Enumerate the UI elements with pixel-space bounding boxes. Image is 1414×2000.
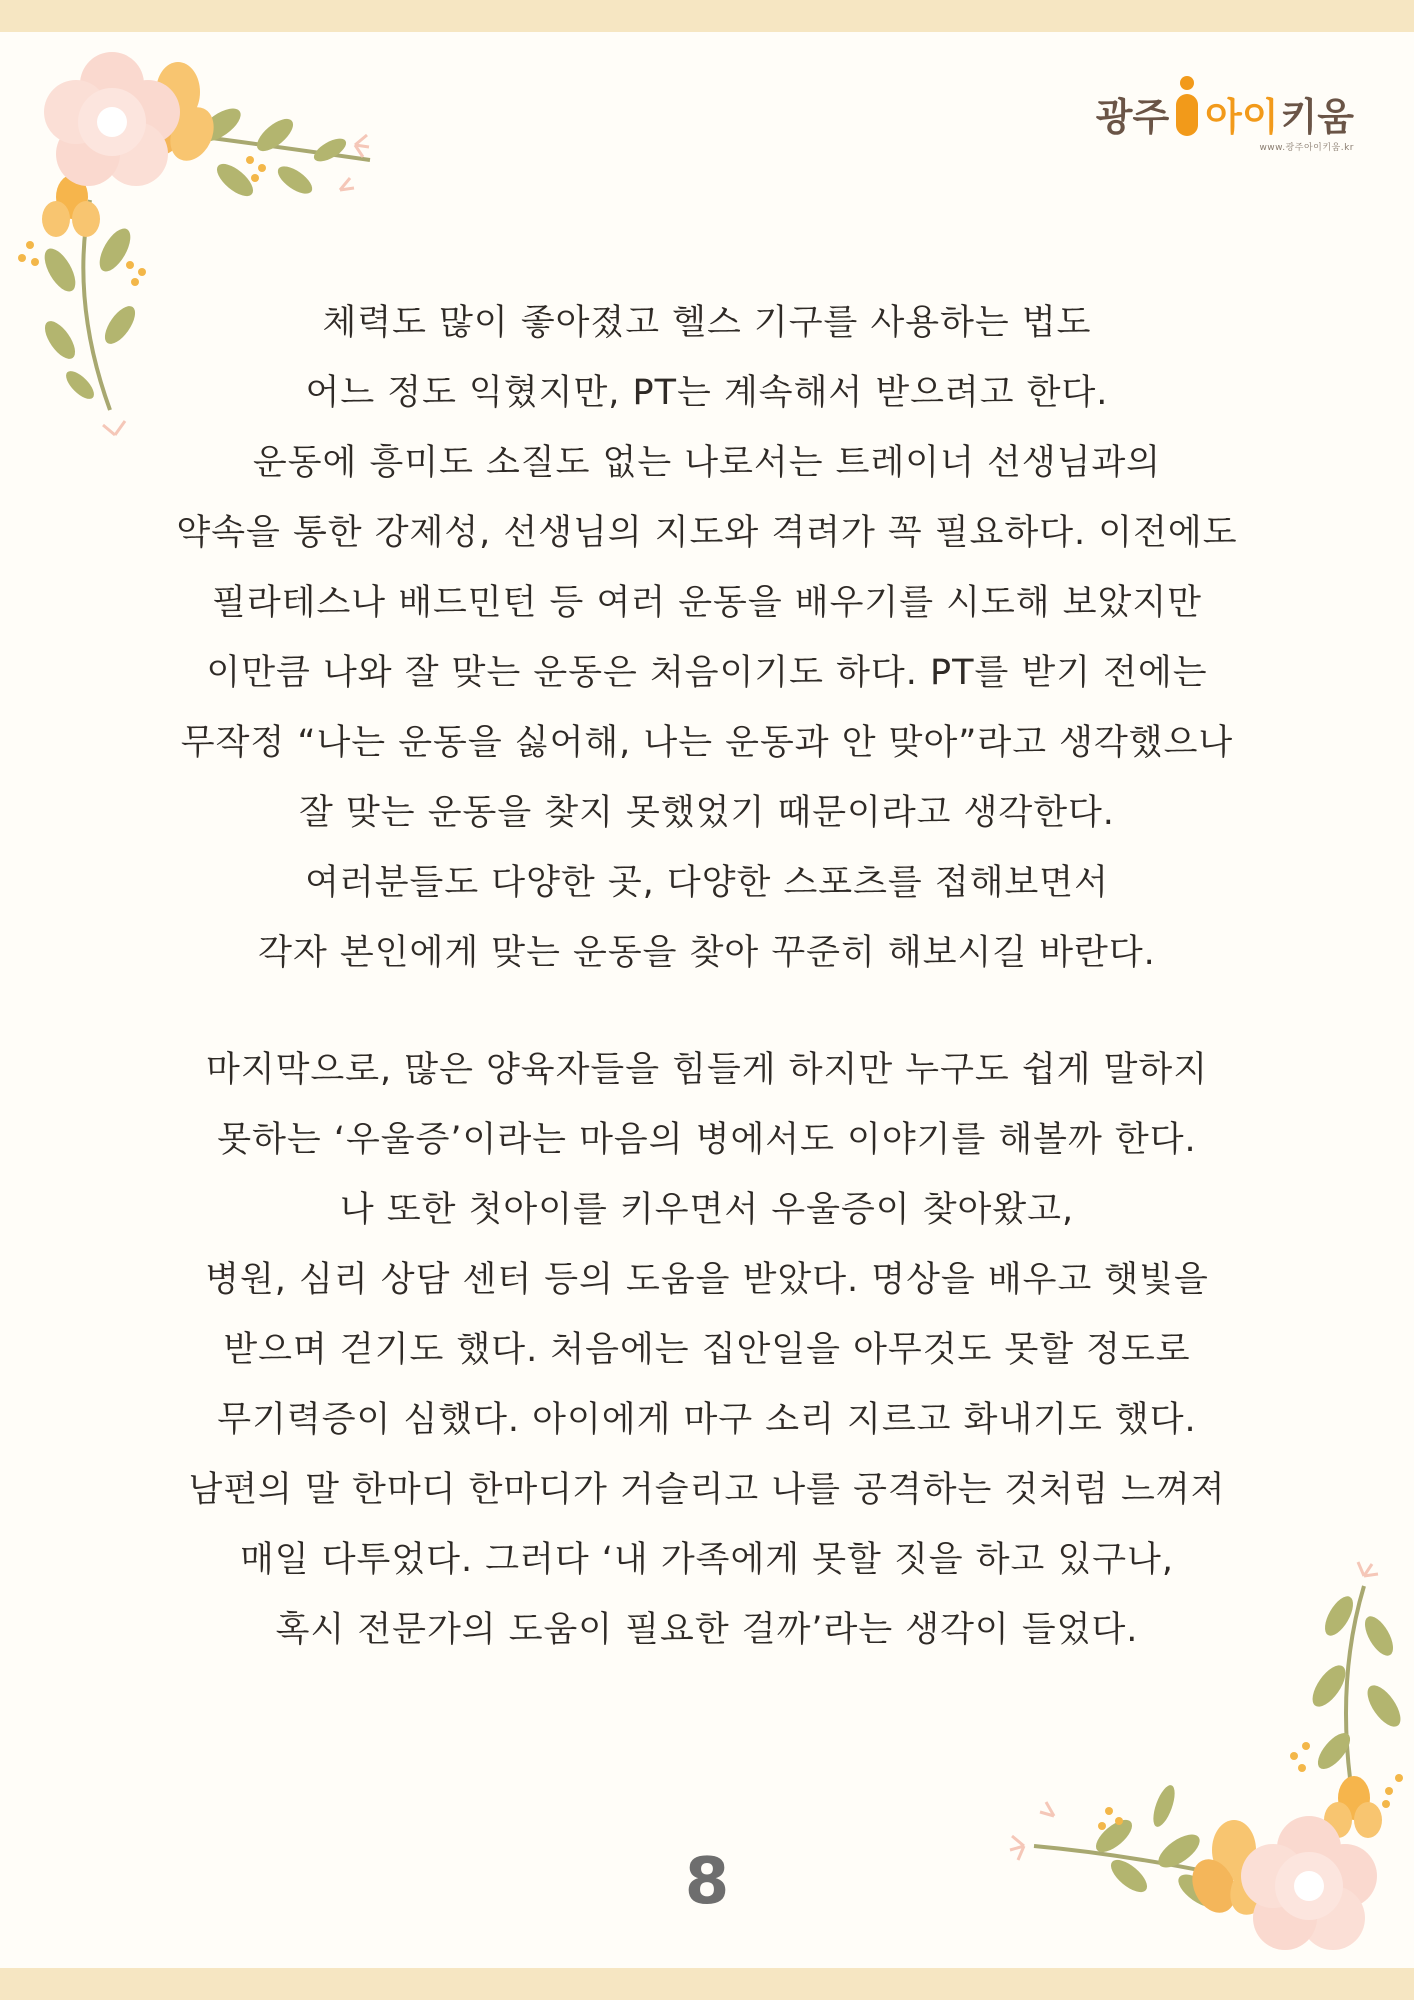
text-line: 각자 본인에게 맞는 운동을 찾아 꾸준히 해보시길 바란다. (258, 933, 1156, 973)
text-line: 운동에 흥미도 소질도 없는 나로서는 트레이너 선생님과의 (252, 443, 1162, 483)
logo-text-ai: 아이 (1205, 95, 1279, 139)
text-line: 어느 정도 익혔지만, PT는 계속해서 받으려고 한다. (305, 373, 1109, 413)
text-line: 병원, 심리 상담 센터 등의 도움을 받았다. 명상을 배우고 햇빛을 (205, 1260, 1209, 1300)
logo-text-kium: 키움 (1280, 95, 1354, 139)
text-line: 혹시 전문가의 도움이 필요한 걸까’라는 생각이 들었다. (275, 1610, 1139, 1650)
text-line: 못하는 ‘우울증’이라는 마음의 병에서도 이야기를 해볼까 한다. (217, 1120, 1197, 1160)
text-line: 이만큼 나와 잘 맞는 운동은 처음이기도 하다. PT를 받기 전에는 (206, 653, 1208, 693)
page-number: 8 (684, 1845, 730, 1919)
text-line: 필라테스나 배드민턴 등 여러 운동을 배우기를 시도해 보았지만 (212, 583, 1202, 623)
logo-person-icon (1174, 76, 1200, 136)
top-border-band (0, 0, 1414, 32)
text-line: 체력도 많이 좋아졌고 헬스 기구를 사용하는 법도 (322, 303, 1092, 343)
paragraph-1 (110, 288, 1304, 988)
text-line: 나 또한 첫아이를 키우면서 우울증이 찾아왔고, (339, 1190, 1075, 1230)
text-line: 여러분들도 다양한 곳, 다양한 스포츠를 접해보면서 (305, 863, 1109, 903)
logo (1094, 58, 1354, 168)
text-line: 남편의 말 한마디 한마디가 거슬리고 나를 공격하는 것처럼 느껴져 (188, 1470, 1226, 1510)
text-line: 무작정 “나는 운동을 싫어해, 나는 운동과 안 맞아”라고 생각했으나 (180, 723, 1234, 763)
text-line: 마지막으로, 많은 양육자들을 힘들게 하지만 누구도 쉽게 말하지 (205, 1050, 1209, 1090)
text-line: 무기력증이 심했다. 아이에게 마구 소리 지르고 화내기도 했다. (217, 1400, 1197, 1440)
text-line: 잘 맞는 운동을 찾지 못했었기 때문이라고 생각한다. (299, 793, 1115, 833)
logo-text-gwangju: 광주 (1095, 95, 1170, 139)
text-line: 약속을 통한 강제성, 선생님의 지도와 격려가 꼭 필요하다. 이전에도 (176, 513, 1238, 553)
bottom-border-band (0, 1968, 1414, 2000)
logo-url: www.광주아이키움.kr (1259, 143, 1354, 153)
text-line: 받으며 걷기도 했다. 처음에는 집안일을 아무것도 못할 정도로 (223, 1330, 1191, 1370)
text-line: 매일 다투었다. 그러다 ‘내 가족에게 못할 짓을 하고 있구나, (239, 1540, 1174, 1580)
